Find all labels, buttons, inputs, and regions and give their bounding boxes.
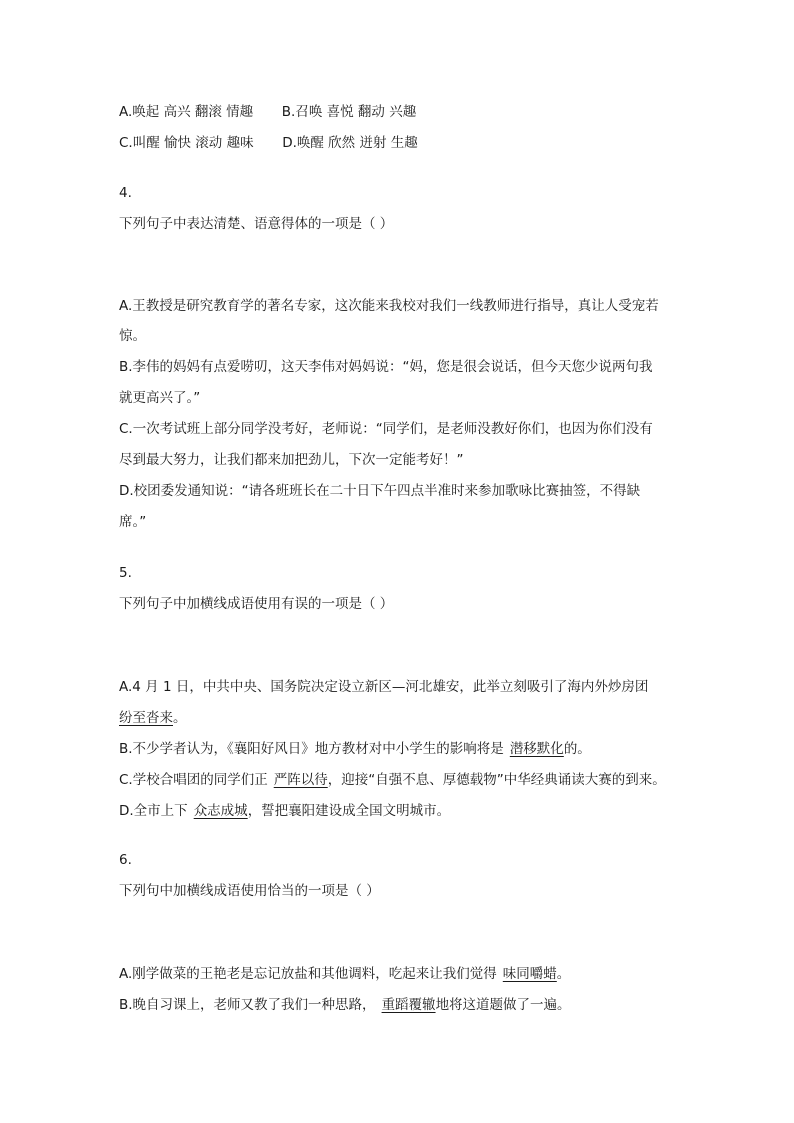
q5-option-a-line-1: A.4 月 1 日，中共中央、国务院决定设立新区—河北雄安，此举立刻吸引了海内外炒房团 — [119, 679, 649, 695]
q5-option-c — [119, 770, 666, 790]
q3-option-b: B.召唤 喜悦 翻动 兴趣 — [281, 104, 417, 120]
q5-number: 5. — [119, 565, 132, 581]
q6-option-b — [119, 995, 571, 1015]
q6-option-a-tail: 。 — [556, 966, 571, 982]
q5-option-b — [119, 739, 591, 759]
q4-option-a-line-2: 惊。 — [119, 328, 146, 344]
q5-option-b-text: B.不少学者认为，《襄阳好风日》地方教材对中小学生的影响将是 — [119, 741, 504, 757]
q5-option-a-idiom: 纷至沓来 — [119, 710, 173, 726]
q6-stem: 下列句中加横线成语使用恰当的一项是（ ） — [119, 883, 380, 899]
q6-number: 6. — [119, 852, 132, 868]
q4-number: 4. — [119, 185, 132, 201]
q5-stem: 下列句子中加横线成语使用有误的一项是（ ） — [119, 596, 394, 612]
q5-option-b-tail: 的。 — [563, 741, 591, 757]
q5-option-d-tail: ，誓把襄阳建设成全国文明城市。 — [247, 803, 451, 819]
q3-option-c: C.叫醒 愉快 滚动 趣味 — [119, 135, 254, 151]
q5-option-c-tail: ，迎接“自强不息、厚德载物”中华经典诵读大赛的到来。 — [327, 772, 666, 788]
q6-option-b-text: B.晚自习课上，老师又教了我们一种思路， — [119, 997, 376, 1013]
q3-option-a: A.唤起 高兴 翻滚 情趣 — [119, 104, 254, 120]
q3-option-d: D.唤醒 欣然 迸射 生趣 — [282, 135, 418, 151]
q5-option-a-line-2 — [119, 708, 187, 728]
q4-option-a-line-1: A.王教授是研究教育学的著名专家，这次能来我校对我们一线教师进行指导，真让人受宠若 — [119, 298, 659, 314]
q5-option-d-idiom: 众志成城 — [193, 803, 248, 819]
q4-option-b-line-1: B.李伟的妈妈有点爱唠叨，这天李伟对妈妈说：“妈，您是很会说话，但今天您少说两句我 — [119, 359, 653, 375]
q4-option-d-line-2: 席。” — [119, 514, 147, 530]
q6-option-a — [119, 964, 570, 984]
q6-option-a-idiom: 味同嚼蜡 — [502, 966, 557, 982]
q4-option-c-line-2: 尽到最大努力，让我们都来加把劲儿，下次一定能考好！” — [119, 452, 464, 468]
q6-option-a-text: A.刚学做菜的王艳老是忘记放盐和其他调料，吃起来让我们觉得 — [119, 966, 497, 982]
q6-option-b-idiom: 重蹈覆辙 — [381, 997, 436, 1013]
q5-option-d — [119, 801, 450, 821]
q5-option-b-idiom: 潜移默化 — [509, 741, 564, 757]
q6-option-b-tail: 地将这道题做了一遍。 — [435, 997, 571, 1013]
q3-options-row-1 — [119, 102, 416, 122]
q5-option-a-end: 。 — [173, 710, 187, 726]
q5-option-d-text: D.全市上下 — [119, 803, 188, 819]
q4-option-b-line-2: 就更高兴了。” — [119, 390, 201, 406]
q5-option-c-idiom: 严阵以待 — [273, 772, 328, 788]
q5-option-c-text: C.学校合唱团的同学们正 — [119, 772, 268, 788]
q4-option-c-line-1: C.一次考试班上部分同学没考好，老师说：“同学们，是老师没教好你们，也因为你们没有 — [119, 421, 653, 437]
q4-option-d-line-1: D.校团委发通知说：“请各班班长在二十日下午四点半准时来参加歌咏比赛抽签，不得缺 — [119, 483, 641, 499]
q3-options-row-2 — [119, 133, 418, 153]
q4-stem: 下列句子中表达清楚、语意得体的一项是（ ） — [119, 216, 394, 232]
